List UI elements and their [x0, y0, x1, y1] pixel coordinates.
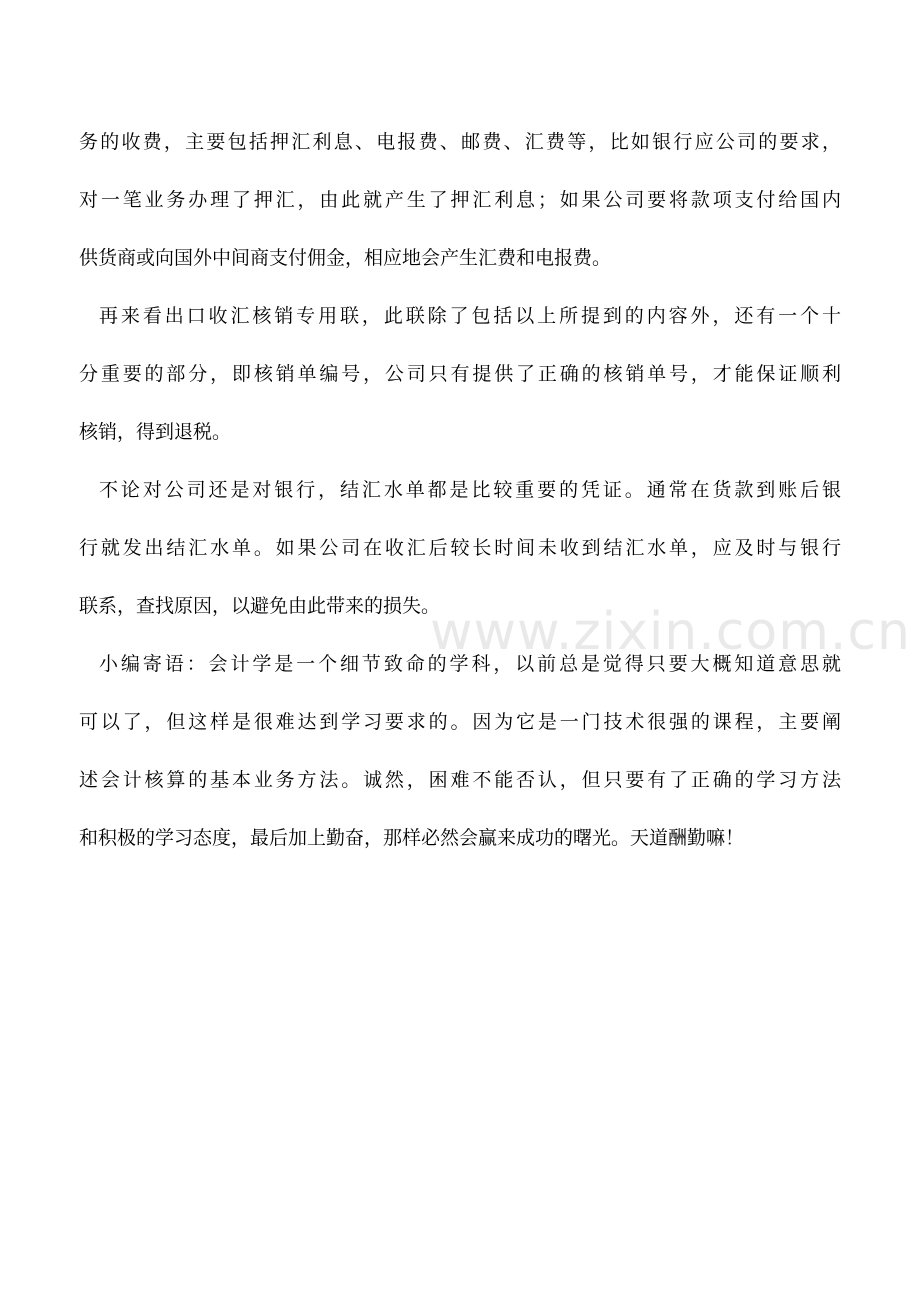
text-line: 对一笔业务办理了押汇，由此就产生了押汇利息；如果公司要将款项支付给国内: [79, 189, 841, 211]
document-body: [79, 118, 841, 872]
paragraph: [79, 466, 841, 640]
text-line: 可以了，但这样是很难达到学习要求的。因为它是一门技术很强的课程，主要阐: [79, 711, 841, 733]
text-line: 再来看出口收汇核销专用联，此联除了包括以上所提到的内容外，还有一个十: [99, 305, 841, 327]
text-line: 供货商或向国外中间商支付佣金，相应地会产生汇费和电报费。: [79, 247, 612, 269]
text-line: 和积极的学习态度，最后加上勤奋，那样必然会赢来成功的曙光。天道酬勤嘛！: [79, 827, 745, 849]
paragraph: [79, 292, 841, 466]
paragraph: [79, 640, 841, 872]
text-line: 核销，得到退税。: [79, 421, 232, 443]
text-line: 述会计核算的基本业务方法。诚然，困难不能否认，但只要有了正确的学习方法: [79, 769, 841, 791]
text-line: 务的收费，主要包括押汇利息、电报费、邮费、汇费等，比如银行应公司的要求，: [79, 131, 841, 153]
paragraph: [79, 118, 841, 292]
text-line: 联系，查找原因，以避免由此带来的损失。: [79, 595, 441, 617]
text-line: 行就发出结汇水单。如果公司在收汇后较长时间未收到结汇水单，应及时与银行: [79, 537, 841, 559]
text-line: 分重要的部分，即核销单编号，公司只有提供了正确的核销单号，才能保证顺利: [79, 363, 841, 385]
watermark-text: www.zixin.com.cn: [430, 602, 911, 662]
text-line: 不论对公司还是对银行，结汇水单都是比较重要的凭证。通常在货款到账后银: [99, 479, 841, 501]
text-line: 小编寄语：会计学是一个细节致命的学科，以前总是觉得只要大概知道意思就: [99, 653, 841, 675]
